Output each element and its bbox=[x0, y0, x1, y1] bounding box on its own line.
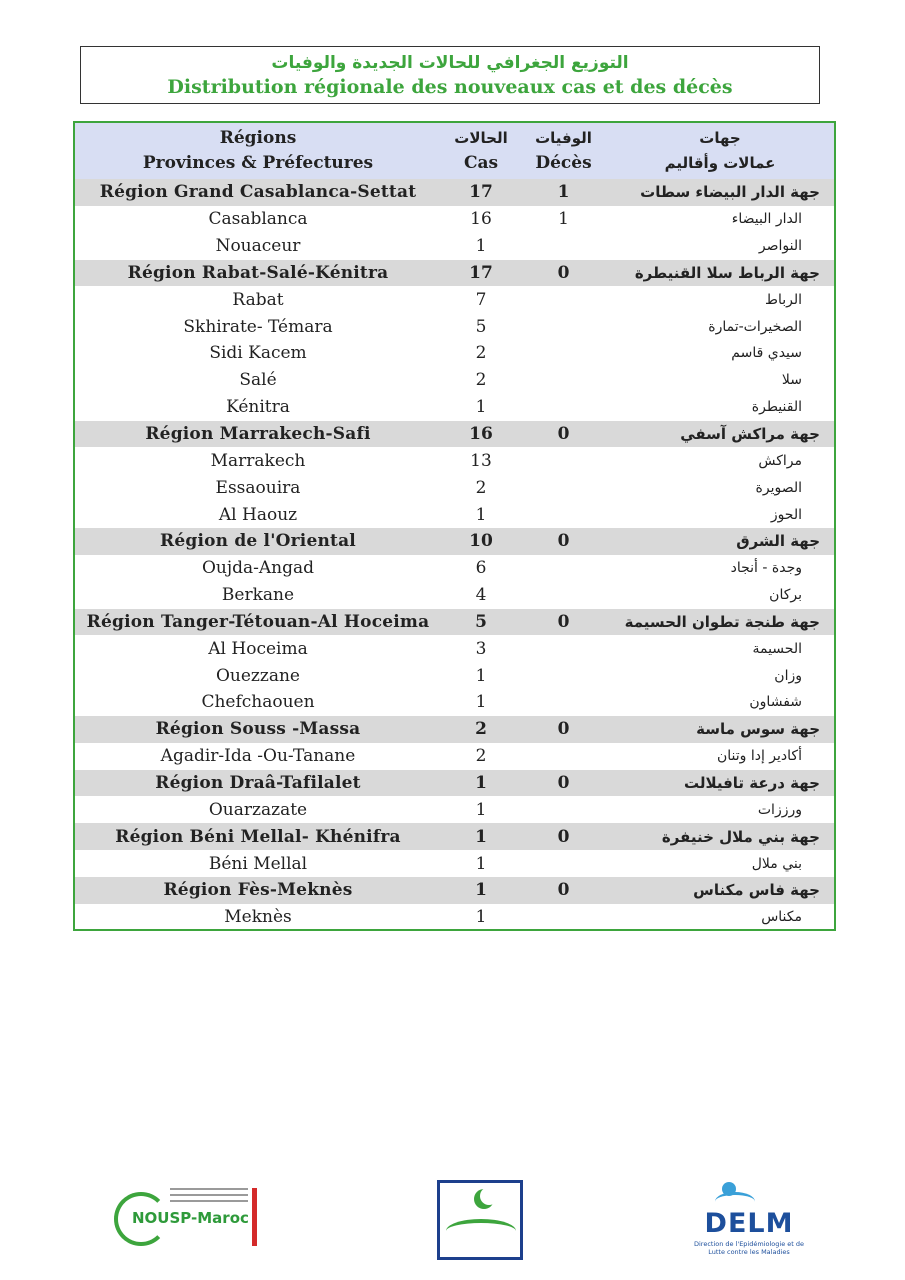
cell-name-ar: القنيطرة bbox=[751, 399, 802, 416]
cell-cas: 1 bbox=[475, 799, 487, 820]
cell-name-fr: Meknès bbox=[224, 907, 292, 928]
cell-name-fr: Kénitra bbox=[226, 397, 290, 418]
cell-name-fr: Région Grand Casablanca-Settat bbox=[99, 182, 417, 203]
cell-deces bbox=[521, 662, 606, 689]
swoosh-icon bbox=[446, 1219, 516, 1243]
cell-name-fr: Al Haouz bbox=[218, 504, 298, 525]
province-row bbox=[75, 286, 834, 313]
cell-cas: 1 bbox=[475, 826, 487, 847]
cell-name-ar: جهة مراكش آسفي bbox=[680, 425, 820, 444]
cell-deces bbox=[521, 447, 606, 474]
cell-name-ar: جهة بني ملال خنيفرة bbox=[661, 827, 820, 846]
cell-deces: 0 bbox=[557, 719, 570, 740]
title-arabic: التوزيع الجغرافي للحالات الجديدة والوفيات bbox=[271, 53, 629, 73]
cell-cas: 13 bbox=[470, 450, 492, 471]
cell-name-ar: مراكش bbox=[758, 452, 802, 469]
cell-cas: 1 bbox=[475, 772, 487, 793]
header-cas bbox=[441, 123, 521, 179]
cell-name-ar: شفشاون bbox=[749, 694, 802, 711]
cell-name-fr: Berkane bbox=[221, 585, 295, 606]
cell-name-fr: Skhirate- Témara bbox=[183, 316, 333, 337]
cell-deces bbox=[521, 313, 606, 340]
footer-logos bbox=[0, 1180, 905, 1260]
cell-name-fr: Région Béni Mellal- Khénifra bbox=[115, 826, 401, 847]
cell-deces: 0 bbox=[557, 262, 570, 283]
cell-name-fr: Ouarzazate bbox=[208, 799, 308, 820]
cell-name-ar: الصويرة bbox=[755, 479, 802, 496]
cell-name-ar: وزان bbox=[774, 667, 802, 684]
cell-name-ar: مكناس bbox=[761, 909, 802, 926]
cell-name-fr: Casablanca bbox=[208, 209, 308, 230]
cell-name-fr: Al Hoceima bbox=[208, 638, 308, 659]
cell-deces: 0 bbox=[557, 531, 570, 552]
cell-cas: 2 bbox=[475, 746, 487, 767]
cell-name-fr: Région Fès-Meknès bbox=[163, 880, 353, 901]
cell-name-ar: جهة فاس مكناس bbox=[693, 881, 820, 900]
cell-cas: 10 bbox=[469, 531, 493, 552]
cell-name-ar: جهة الدار البيضاء سطات bbox=[640, 183, 820, 202]
nousp-logo-text: NOUSP-Maroc bbox=[132, 1209, 249, 1227]
header-cas-fr: Cas bbox=[463, 153, 499, 173]
header-regions-line1: Régions bbox=[219, 128, 297, 148]
cell-deces bbox=[521, 233, 606, 260]
cell-cas: 17 bbox=[469, 182, 493, 203]
cell-deces bbox=[521, 367, 606, 394]
header-deces-ar: الوفيات bbox=[535, 129, 592, 147]
title-french: Distribution régionale des nouveaux cas et des décès bbox=[167, 76, 733, 98]
cell-name-fr: Agadir-Ida -Ou-Tanane bbox=[160, 746, 356, 767]
cell-name-fr: Sidi Kacem bbox=[209, 343, 307, 364]
cell-name-fr: Région Draâ-Tafilalet bbox=[155, 772, 361, 793]
cell-deces bbox=[521, 850, 606, 877]
cell-cas: 6 bbox=[475, 558, 487, 579]
cell-name-fr: Ouezzane bbox=[215, 665, 300, 686]
cell-deces bbox=[521, 501, 606, 528]
cell-deces: 0 bbox=[557, 880, 570, 901]
header-cas-ar: الحالات bbox=[454, 129, 508, 147]
province-row bbox=[75, 904, 834, 931]
cell-cas: 1 bbox=[475, 853, 487, 874]
province-row bbox=[75, 582, 834, 609]
table-body bbox=[75, 179, 834, 931]
cell-name-fr: Béni Mellal bbox=[208, 853, 308, 874]
cell-deces bbox=[521, 904, 606, 931]
cell-name-fr: Région de l'Oriental bbox=[160, 531, 356, 552]
province-row bbox=[75, 447, 834, 474]
cell-name-ar: بني ملال bbox=[751, 855, 802, 872]
cell-deces bbox=[521, 286, 606, 313]
cell-name-fr: Région Marrakech-Safi bbox=[145, 424, 371, 445]
cell-name-ar: أكادير إدا وتنان bbox=[716, 748, 802, 765]
delm-logo bbox=[693, 1182, 805, 1260]
cell-deces: 0 bbox=[557, 611, 570, 632]
distribution-table bbox=[75, 123, 834, 931]
cell-name-ar: سيدي قاسم bbox=[731, 345, 802, 362]
cell-name-fr: Région Tanger-Tétouan-Al Hoceima bbox=[86, 611, 430, 632]
province-row bbox=[75, 662, 834, 689]
cell-name-ar: الحسيمة bbox=[752, 640, 802, 657]
region-row bbox=[75, 877, 834, 904]
cell-deces bbox=[521, 796, 606, 823]
province-row bbox=[75, 501, 834, 528]
province-row bbox=[75, 394, 834, 421]
cell-cas: 2 bbox=[475, 343, 487, 364]
cell-name-ar: ورززات bbox=[757, 801, 802, 818]
cell-name-ar: الرباط bbox=[765, 291, 802, 308]
cell-name-fr: Essaouira bbox=[215, 477, 301, 498]
cell-deces: 0 bbox=[557, 424, 570, 445]
cell-cas: 3 bbox=[475, 638, 487, 659]
header-deces bbox=[521, 123, 606, 179]
cell-deces bbox=[521, 582, 606, 609]
cell-cas: 2 bbox=[475, 719, 487, 740]
nousp-red-bar bbox=[252, 1188, 257, 1246]
distribution-table-container bbox=[73, 121, 836, 931]
cell-name-fr: Chefchaouen bbox=[201, 692, 315, 713]
region-row bbox=[75, 421, 834, 448]
cell-name-ar: جهة سوس ماسة bbox=[696, 720, 820, 739]
cell-cas: 5 bbox=[475, 316, 487, 337]
cell-name-fr: Nouaceur bbox=[215, 236, 301, 257]
province-row bbox=[75, 367, 834, 394]
region-row bbox=[75, 260, 834, 287]
cell-name-ar: جهة درعة تافيلالت bbox=[683, 773, 820, 792]
header-regions-line2: Provinces & Préfectures bbox=[142, 153, 374, 173]
region-row bbox=[75, 179, 834, 206]
cell-deces: 0 bbox=[557, 826, 570, 847]
cell-cas: 1 bbox=[475, 504, 487, 525]
cell-deces bbox=[521, 689, 606, 716]
cell-cas: 4 bbox=[475, 585, 487, 606]
nousp-logo bbox=[110, 1186, 260, 1246]
header-deces-fr: Décès bbox=[535, 153, 592, 173]
cell-name-fr: Salé bbox=[239, 370, 277, 391]
cell-name-fr: Rabat bbox=[232, 289, 284, 310]
cell-deces bbox=[521, 394, 606, 421]
cell-deces bbox=[521, 555, 606, 582]
cell-name-ar: جهة الشرق bbox=[736, 532, 820, 551]
cell-name-fr: Région Rabat-Salé-Kénitra bbox=[127, 262, 389, 283]
cell-name-ar: جهة الرباط سلا القنيطرة bbox=[634, 263, 820, 282]
province-row bbox=[75, 850, 834, 877]
cell-name-ar: الصخيرات-تمارة bbox=[708, 318, 802, 335]
cell-cas: 16 bbox=[470, 209, 492, 230]
cell-name-ar: النواصر bbox=[758, 238, 802, 255]
title-box bbox=[80, 46, 820, 104]
cell-cas: 1 bbox=[475, 397, 487, 418]
cell-cas: 5 bbox=[475, 611, 487, 632]
cell-cas: 16 bbox=[469, 424, 493, 445]
region-row bbox=[75, 823, 834, 850]
cell-deces bbox=[521, 474, 606, 501]
delm-logo-text: DELM bbox=[704, 1208, 794, 1239]
cell-deces: 1 bbox=[558, 209, 569, 230]
delm-subtitle: Direction de l'Epidémiologie et de Lutte contre les Maladies bbox=[693, 1240, 804, 1256]
cell-deces bbox=[521, 635, 606, 662]
cell-deces bbox=[521, 340, 606, 367]
cell-cas: 2 bbox=[475, 477, 487, 498]
cell-cas: 1 bbox=[475, 880, 487, 901]
cell-name-fr: Région Souss -Massa bbox=[155, 719, 361, 740]
cell-name-ar: الحوز bbox=[770, 506, 802, 523]
table-header-row bbox=[75, 123, 834, 179]
province-row bbox=[75, 313, 834, 340]
province-row bbox=[75, 233, 834, 260]
province-row bbox=[75, 796, 834, 823]
region-row bbox=[75, 528, 834, 555]
cell-deces: 1 bbox=[557, 182, 570, 203]
cell-cas: 17 bbox=[469, 262, 493, 283]
cell-cas: 1 bbox=[475, 907, 487, 928]
cell-cas: 7 bbox=[475, 289, 487, 310]
nousp-arabic-lines bbox=[170, 1188, 248, 1206]
province-row bbox=[75, 635, 834, 662]
cell-deces bbox=[521, 743, 606, 770]
region-row bbox=[75, 770, 834, 797]
province-row bbox=[75, 206, 834, 233]
cell-cas: 1 bbox=[475, 236, 487, 257]
province-row bbox=[75, 340, 834, 367]
cell-cas: 2 bbox=[475, 370, 487, 391]
header-regions bbox=[75, 123, 441, 179]
header-jihat-ar: جهات bbox=[699, 129, 741, 147]
cell-name-ar: بركان bbox=[769, 587, 802, 604]
cell-name-ar: وجدة - أنجاد bbox=[730, 560, 802, 577]
header-amalat-ar: عمالات وأقاليم bbox=[664, 154, 776, 172]
province-row bbox=[75, 689, 834, 716]
cell-cas: 1 bbox=[475, 692, 487, 713]
province-row bbox=[75, 555, 834, 582]
province-row bbox=[75, 743, 834, 770]
cell-name-fr: Marrakech bbox=[210, 450, 306, 471]
header-jihat bbox=[606, 123, 834, 179]
ministry-logo bbox=[437, 1180, 523, 1260]
province-row bbox=[75, 474, 834, 501]
cell-cas: 1 bbox=[475, 665, 487, 686]
region-row bbox=[75, 716, 834, 743]
region-row bbox=[75, 609, 834, 636]
cell-name-ar: سلا bbox=[781, 372, 802, 389]
cell-name-ar: جهة طنجة تطوان الحسيمة bbox=[624, 612, 820, 631]
cell-deces: 0 bbox=[557, 772, 570, 793]
cell-name-ar: الدار البيضاء bbox=[731, 211, 802, 228]
cell-name-fr: Oujda-Angad bbox=[201, 558, 315, 579]
